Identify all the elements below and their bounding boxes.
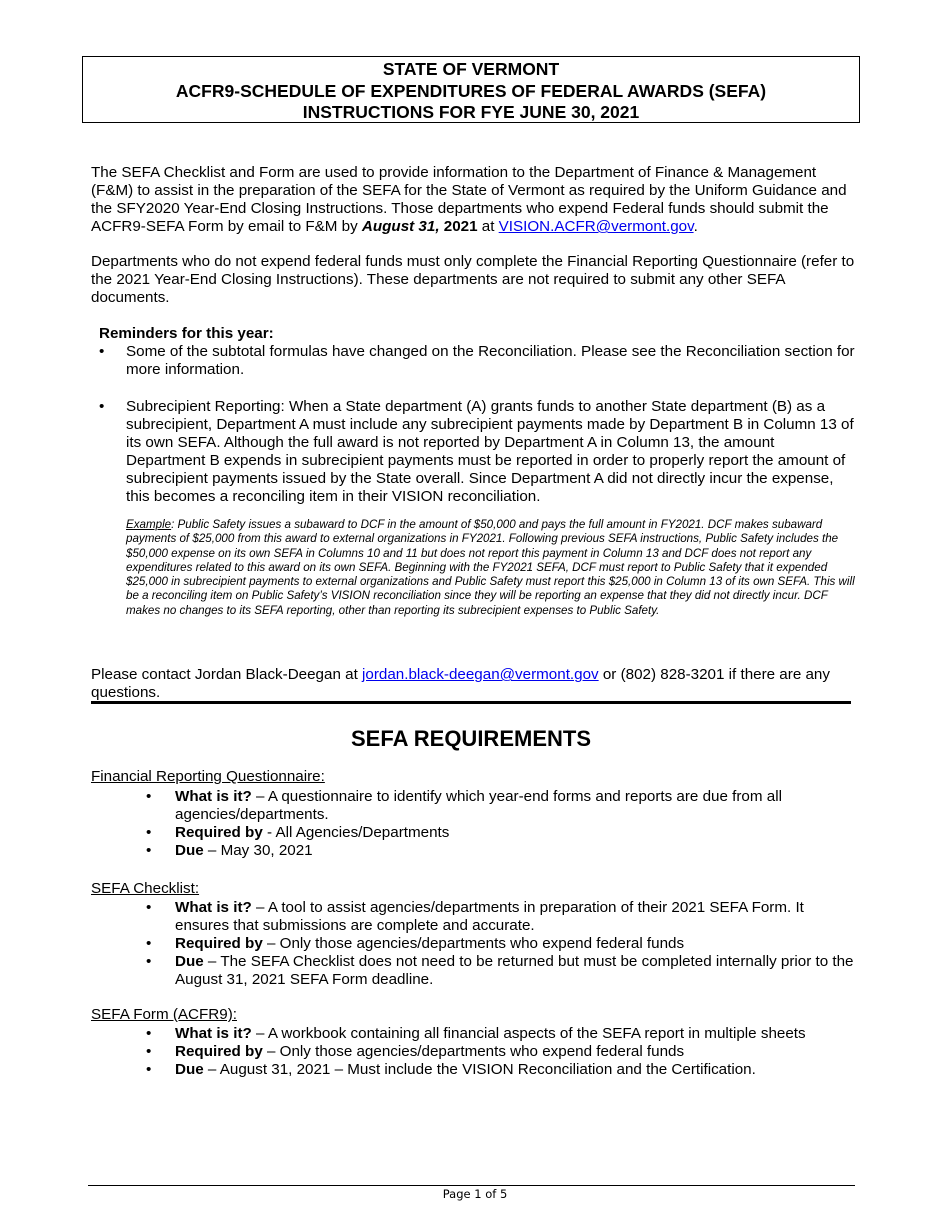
section-title-checklist: SEFA Checklist: — [91, 880, 200, 897]
acfr-email-link[interactable]: VISION.ACFR@vermont.gov — [498, 218, 694, 235]
list-item: • Due – May 30, 2021 — [146, 842, 313, 859]
sefa-requirements-heading: SEFA REQUIREMENTS — [351, 726, 591, 751]
list-item: • Required by - All Agencies/Departments — [146, 824, 450, 841]
list-item: • Required by – Only those agencies/departments who expend federal funds — [146, 1043, 685, 1060]
deadline-date: August 31, — [361, 218, 440, 235]
reminder-item: • Subrecipient Reporting: When a State department (A) grants funds to another State department (B) as a subrecipient, Department A must include any subrecipient payments made by Department B in Column 13 of its own SEFA. Although the full award is not reported by Department A in Column 13, the amount Department B expends in subrecipient payments must be reported in order to properly report the amount of subrecipient payments issued by the State overall. Since Department A did not directly incur the expense, this becomes a reconciling item in their VISION reconciliation. — [99, 398, 854, 505]
bullet-icon: • — [146, 842, 152, 859]
intro-paragraph-1: The SEFA Checklist and Form are used to provide information to the Department of Finance & Management (F&M) to assist in the preparation of the SEFA for the State of Vermont as required by the Uniform Guidance and the SFY2020 Year-End Closing Instructions. Those departments who expend Federal funds should submit the ACFR9-SEFA Form by email to F&M by August 31, 2021 at VISION.ACFR@vermont.gov. — [91, 164, 847, 235]
intro-paragraph-2: Departments who do not expend federal funds must only complete the Financial Reporting Questionnaire (refer to the 2021 Year-End Closing Instructions). These departments are not required to submit any other SEFA documents. — [91, 253, 855, 306]
bullet-icon: • — [146, 935, 152, 952]
list-item: • Due – The SEFA Checklist does not need to be returned but must be completed internally prior to the August 31, 2021 SEFA Form deadline. — [146, 953, 854, 988]
questionnaire-list — [146, 788, 858, 860]
bullet-icon: • — [99, 398, 105, 415]
bullet-icon: • — [146, 1061, 152, 1078]
section-divider — [91, 701, 851, 704]
sefa-form-list — [146, 1025, 858, 1079]
title-line-3: INSTRUCTIONS FOR FYE JUNE 30, 2021 — [302, 102, 640, 122]
bullet-icon: • — [146, 1025, 152, 1042]
bullet-icon: • — [146, 788, 152, 805]
footer-divider — [88, 1185, 855, 1186]
example-label: Example — [126, 518, 172, 531]
list-item: • What is it? – A questionnaire to identify which year-end forms and reports are due from all agencies/departments. — [146, 788, 782, 823]
section-title-questionnaire: Financial Reporting Questionnaire: — [91, 768, 325, 785]
list-item: • Required by – Only those agencies/departments who expend federal funds — [146, 935, 685, 952]
list-item: • What is it? – A tool to assist agencies/departments in preparation of their 2021 SEFA Form. It ensures that submissions are complete and accurate. — [146, 899, 804, 934]
contact-paragraph: Please contact Jordan Black-Deegan at jordan.black-deegan@vermont.gov or (802) 828-3201 if there are any questions. — [91, 666, 830, 702]
document-title-box — [82, 56, 860, 123]
bullet-icon: • — [146, 899, 152, 916]
page-number: Page 1 of 5 — [442, 1187, 508, 1201]
title-line-1: STATE OF VERMONT — [382, 59, 560, 79]
bullet-icon: • — [99, 343, 105, 360]
list-item: • Due – August 31, 2021 – Must include the VISION Reconciliation and the Certification. — [146, 1061, 756, 1078]
reminders-heading: Reminders for this year: — [99, 325, 274, 342]
bullet-icon: • — [146, 1043, 152, 1060]
title-line-2: ACFR9-SCHEDULE OF EXPENDITURES OF FEDERAL AWARDS (SEFA) — [175, 80, 767, 101]
example-note: Example: Public Safety issues a subaward to DCF in the amount of $50,000 and pays the full amount in FY2021. DCF makes subaward payments of $25,000 from this award to external organizations in FY2021. Following previous SEFA instructions, Public Safety includes the $50,000 expense on its own SEFA in Columns 10 and 11 but does not report this payment in Column 13 and DCF does not report any expenditures related to this award on its own SEFA. Beginning with the FY2021 SEFA, DCF must report to Public Safety that it expended $25,000 in subrecipient payments to external organizations and Public Safety must report this $25,000 in Column 13 of its own SEFA. This will be a reconciling item on Public Safety’s VISION reconciliation since they will be reporting an expense that they did not directly incur. DCF makes no changes to its SEFA reporting, other than reporting its subrecipient expenses to Public Safety. — [126, 518, 855, 617]
list-item: • What is it? – A workbook containing all financial aspects of the SEFA report in multiple sheets — [146, 1025, 806, 1042]
section-title-sefa-form: SEFA Form (ACFR9): — [91, 1006, 237, 1023]
bullet-icon: • — [146, 953, 152, 970]
reminder-item: • Some of the subtotal formulas have changed on the Reconciliation. Please see the Reconciliation section for more information. — [99, 343, 855, 378]
bullet-icon: • — [146, 824, 152, 841]
checklist-list — [146, 899, 858, 989]
contact-email-link[interactable]: jordan.black-deegan@vermont.gov — [362, 666, 599, 684]
